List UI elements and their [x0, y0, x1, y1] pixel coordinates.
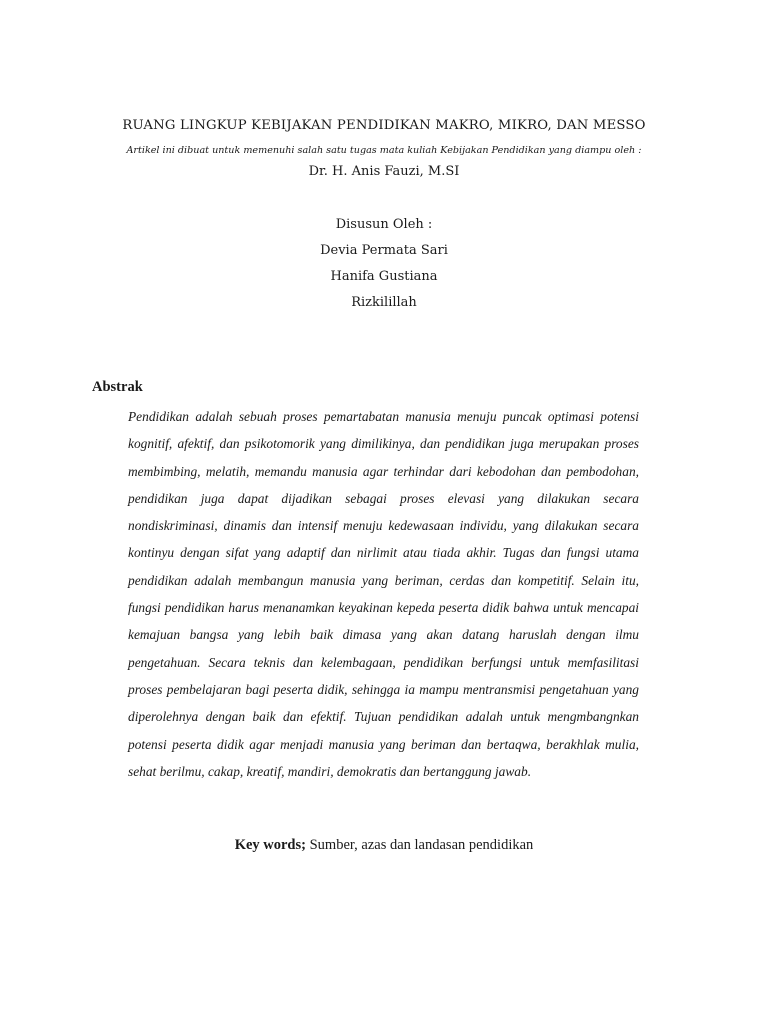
document-subtitle: Artikel ini dibuat untuk memenuhi salah satu tugas mata kuliah Kebijakan Pendidikan yang diampu oleh :: [126, 145, 642, 156]
abstract-heading: Abstrak: [92, 379, 143, 395]
author-name: Hanifa Gustiana: [330, 269, 438, 284]
author-name: Devia Permata Sari: [320, 243, 448, 258]
lecturer-name: Dr. H. Anis Fauzi, M.SI: [308, 164, 460, 179]
author-name: Rizkilillah: [351, 295, 417, 310]
authors-block: [0, 212, 768, 316]
abstract-body: Pendidikan adalah sebuah proses pemartabatan manusia menuju puncak optimasi potensi kognitif, afektif, dan psikotomorik yang dimilikinya, dan pendidikan juga merupakan proses membimbing, melatih, memandu manusia agar terhindar dari kebodohan dan pembodohan, pendidikan juga dapat dijadikan sebagai proses elevasi yang dilakukan secara nondiskriminasi, dinamis dan intensif menuju kedewasaan individu, yang dilakukan secara kontinyu dengan sifat yang adaptif dan nirlimit atau tiada akhir. Tugas dan fungsi utama pendidikan adalah membangun manusia yang beriman, cerdas dan kompetitif. Selain itu, fungsi pendidikan harus menanamkan keyakinan kepeda peserta didik bahwa untuk mencapai kemajuan bangsa yang lebih baik dimasa yang akan datang haruslah dengan ilmu pengetahuan. Secara teknis dan kelembagaan, pendidikan berfungsi untuk memfasilitasi proses pembelajaran bagi peserta didik, sehingga ia mampu mentransmisi pengetahuan yang diperolehnya dengan baik dan efektif. Tujuan pendidikan adalah untuk mengmbangnkan potensi peserta didik agar menjadi manusia yang beriman dan bertaqwa, berakhlak mulia, sehat berilmu, cakap, kreatif, mandiri, demokratis dan bertanggung jawab.: [128, 409, 639, 779]
document-title: RUANG LINGKUP KEBIJAKAN PENDIDIKAN MAKRO, MIKRO, DAN MESSO: [122, 118, 646, 133]
keywords-label: Key words;: [234, 837, 306, 853]
keywords-line: [0, 837, 768, 854]
compiled-by-label: Disusun Oleh :: [335, 217, 433, 232]
keywords-value: Sumber, azas dan landasan pendidikan: [309, 837, 534, 853]
